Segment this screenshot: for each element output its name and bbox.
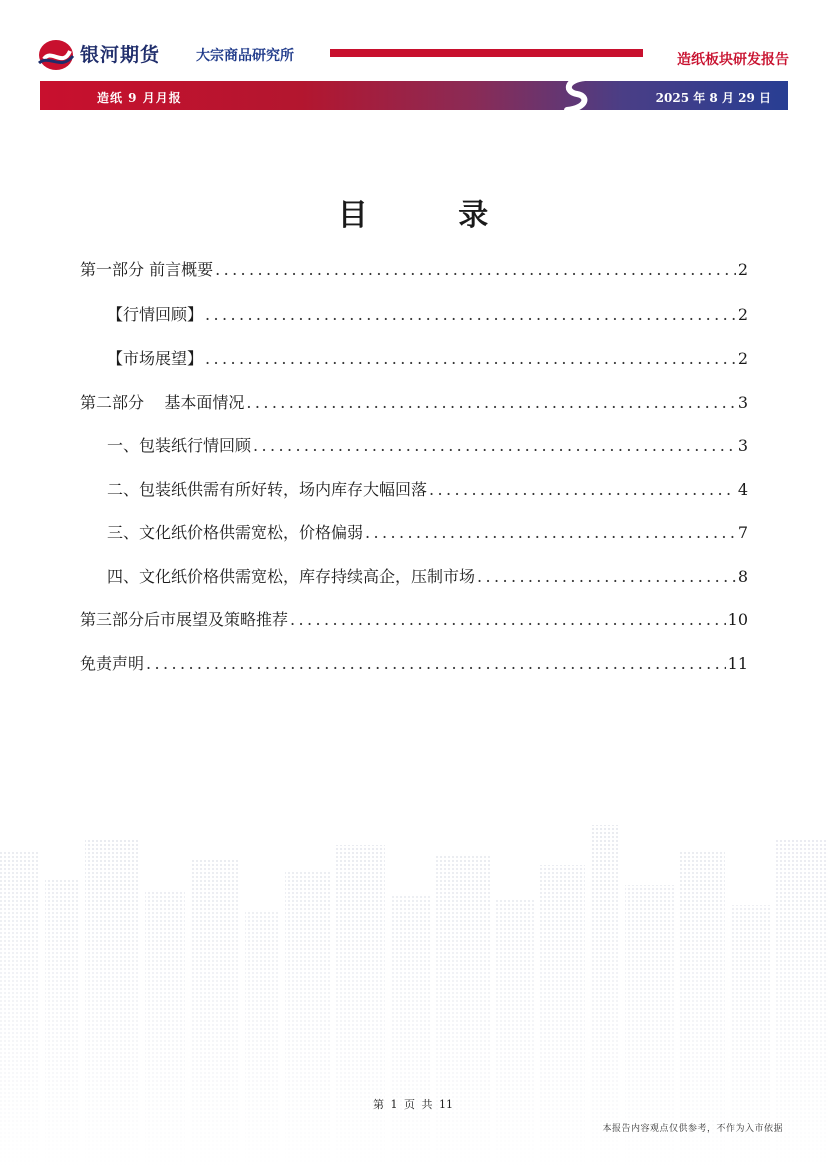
toc-item[interactable]: 第二部分 基本面情况 ..... 3 [80, 390, 748, 420]
toc-item[interactable]: 第一部分 前言概要 ..... 2 [80, 257, 748, 287]
dot-leader [246, 393, 735, 412]
toc-item[interactable]: 三、文化纸价格供需宽松，价格偏弱 ..... 7 [107, 520, 748, 550]
dot-leader [205, 349, 736, 368]
dot-leader [253, 436, 736, 455]
page-header [0, 0, 826, 112]
report-name: 造纸 9 月月报 [97, 91, 182, 105]
header-divider [330, 49, 643, 57]
toc-item[interactable]: 一、包装纸行情回顾 ..... 3 [107, 433, 748, 463]
galaxy-logo-icon [37, 38, 75, 72]
toc-item[interactable]: 四、文化纸价格供需宽松，库存持续高企，压制市场 ..... 8 [107, 564, 748, 594]
dot-leader [477, 567, 736, 586]
toc-item[interactable]: 免责声明 ..... 11 [80, 651, 748, 681]
toc-item[interactable]: 【行情回顾】 ..... 2 [107, 302, 748, 332]
page-number: 第 1 页 共 11 [373, 1098, 453, 1111]
toc-item[interactable]: 第三部分后市展望及策略推荐 ..... 10 [80, 607, 748, 637]
dot-leader [290, 610, 726, 629]
toc-item[interactable]: 【市场展望】 ..... 2 [107, 346, 748, 376]
dot-leader [429, 480, 736, 499]
dot-leader [205, 305, 736, 324]
report-type: 造纸板块研发报告 [677, 52, 789, 68]
footer-disclaimer: 本报告内容观点仅供参考，不作为入市依据 [602, 1124, 783, 1134]
toc-title: 目 录 [337, 198, 529, 233]
dot-leader [215, 260, 736, 279]
city-skyline-watermark [0, 820, 826, 1169]
toc-item[interactable]: 二、包装纸供需有所好转，场内库存大幅回落 ..... 4 [107, 477, 748, 507]
dot-leader [365, 523, 736, 542]
institute-name: 大宗商品研究所 [196, 48, 294, 64]
report-date: 2025 年 8 月 29 日 [655, 91, 771, 105]
dot-leader [146, 654, 726, 673]
swoosh-logo-icon [555, 74, 599, 114]
company-name: 银河期货 [80, 44, 161, 66]
